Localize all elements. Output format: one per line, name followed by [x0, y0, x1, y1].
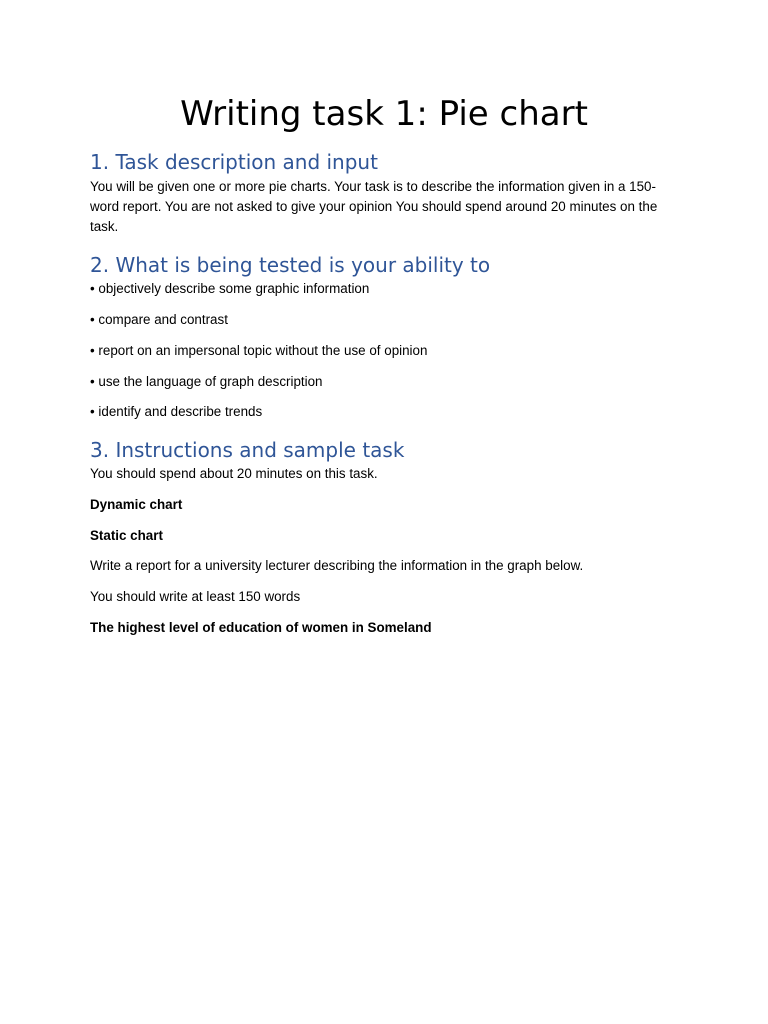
section-heading-task-description: 1. Task description and input: [90, 150, 378, 174]
page-title: Writing task 1: Pie chart: [180, 94, 588, 134]
section-heading-tested-ability: 2. What is being tested is your ability to: [90, 253, 491, 277]
instruction-text: Write a report for a university lecturer describing the information in the graph below.: [90, 558, 584, 573]
bullet-item: • objectively describe some graphic information: [90, 281, 370, 296]
chart-title-text: The highest level of education of women in Someland: [90, 620, 432, 635]
bullet-item: • compare and contrast: [90, 312, 228, 327]
instructions-intro: You should spend about 20 minutes on this task.: [90, 466, 378, 481]
section-heading-instructions: 3. Instructions and sample task: [90, 438, 405, 462]
bullet-item: • report on an impersonal topic without the use of opinion: [90, 343, 428, 358]
task-description-paragraph: You will be given one or more pie charts. Your task is to describe the information given in a 150-word report. You are not asked to give your opinion You should spend around 20 minutes on the task.: [90, 179, 658, 234]
static-chart-label: Static chart: [90, 528, 163, 543]
document-page: [90, 0, 686, 1024]
bullet-item: • identify and describe trends: [90, 404, 263, 419]
word-count-text: You should write at least 150 words: [90, 589, 301, 604]
dynamic-chart-label: Dynamic chart: [90, 497, 183, 512]
bullet-item: • use the language of graph description: [90, 374, 323, 389]
